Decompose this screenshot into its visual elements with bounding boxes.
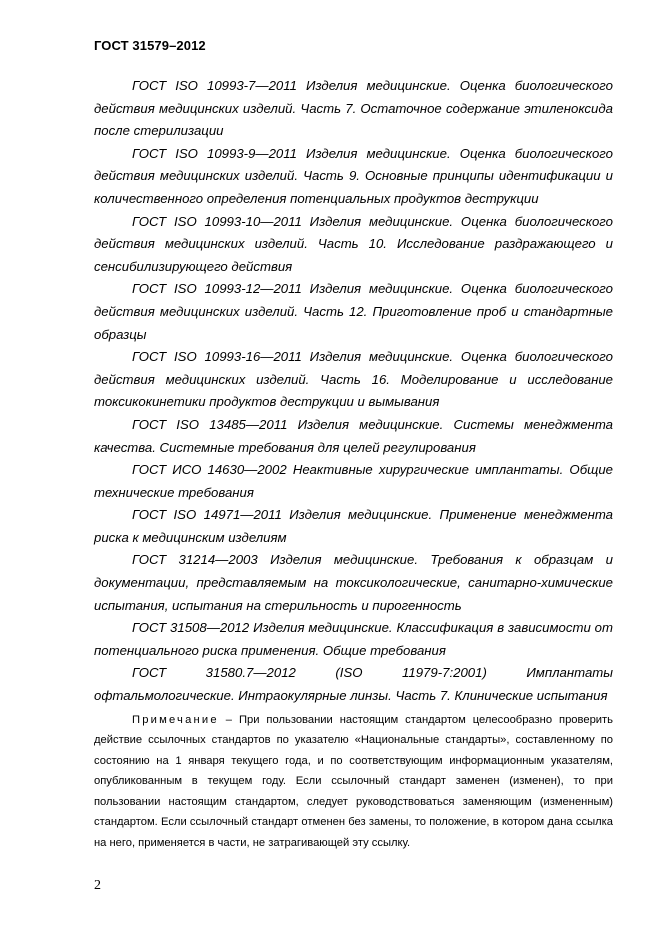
reference-item: ГОСТ 31214—2003 Изделия медицинские. Требования к образцам и документации, представляемым на токсикологические, санитарно-химические испытания, испытания на стерильность и пирогенность (94, 552, 613, 613)
document-header: ГОСТ 31579–2012 (94, 38, 206, 53)
reference-item: ГОСТ ISO 14971—2011 Изделия медицинские. Применение менеджмента риска к медицинским изделиям (94, 507, 613, 545)
reference-item: ГОСТ ISO 10993-10—2011 Изделия медицинские. Оценка биологического действия медицинских изделий. Часть 10. Исследование раздражающего и сенсибилизирующего действия (94, 213, 613, 274)
reference-item: ГОСТ 31508—2012 Изделия медицинские. Классификация в зависимости от потенциального риска применения. Общие требования (94, 620, 613, 658)
note-label: Примечание (132, 713, 219, 726)
normative-references-list (94, 75, 613, 853)
reference-item: ГОСТ ISO 10993-7—2011 Изделия медицинские. Оценка биологического действия медицинских изделий. Часть 7. Остаточное содержание этиленоксида после стерилизации (94, 78, 613, 139)
reference-item: ГОСТ ISO 10993-16—2011 Изделия медицинские. Оценка биологического действия медицинских изделий. Часть 16. Моделирование и исследование токсикокинетики продуктов деструкции и вымывания (94, 349, 613, 410)
note-text: – При пользовании настоящим стандартом целесообразно проверить действие ссылочных стандартов по указателю «Национальные стандарты», составленному по состоянию на 1 января текущего года, и по соответствующим информационным указателям, опубликованным в текущем году. Если ссылочный стандарт заменен (изменен), то при пользовании настоящим стандартом, следует руководствоваться заменяющим (измененным) стандартом. Если ссылочный стандарт отменен без замены, то положение, в котором дана ссылка на него, применяется в части, не затрагивающей эту ссылку. (94, 713, 613, 849)
note-paragraph (94, 710, 613, 854)
page-number: 2 (94, 878, 101, 893)
reference-item: ГОСТ ИСО 14630—2002 Неактивные хирургические имплантаты. Общие технические требования (94, 462, 613, 500)
reference-item: ГОСТ 31580.7—2012 (ISO 11979-7:2001) Имплантаты офтальмологические. Интраокулярные линзы. Часть 7. Клинические испытания (94, 665, 613, 704)
reference-item: ГОСТ ISO 10993-12—2011 Изделия медицинские. Оценка биологического действия медицинских изделий. Часть 12. Приготовление проб и стандартные образцы (94, 281, 613, 342)
reference-item: ГОСТ ISO 10993-9—2011 Изделия медицинские. Оценка биологического действия медицинских изделий. Часть 9. Основные принципы идентификации и количественного определения потенциальных продуктов деструкции (94, 145, 613, 206)
reference-item: ГОСТ ISO 13485—2011 Изделия медицинские. Системы менеджмента качества. Системные требования для целей регулирования (94, 416, 613, 455)
